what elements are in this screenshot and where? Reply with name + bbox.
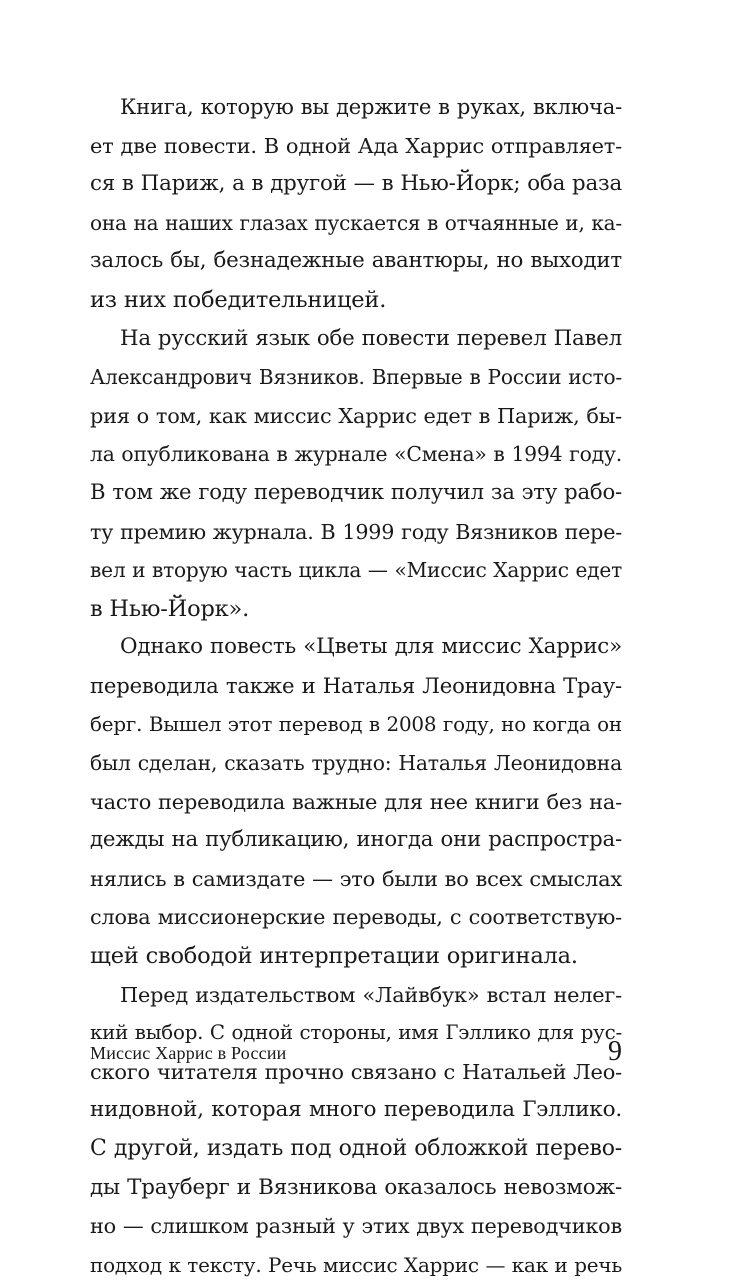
paragraph-2-line-4: ла опубликована в журнале «Смена» в 1994 году.	[90, 442, 622, 467]
paragraph-3-line-6: дежды на публикацию, иногда они распростра-	[90, 827, 622, 853]
paragraph-3-line-2: переводила также и Наталья Леонидовна Трау-	[90, 672, 622, 698]
paragraph-1-line-6: из них победительницей.	[90, 286, 387, 313]
paragraph-4-line-8: подход к тексту. Речь миссис Харрис — как и речь	[90, 1252, 622, 1277]
paragraph-1-line-4: она на наших глазах пускается в отчаянные и, ка-	[90, 210, 622, 235]
page-number: 9	[608, 1036, 622, 1067]
paragraph-2-line-8: в Нью-Йорк».	[90, 595, 250, 622]
paragraph-4-line-5: С другой, издать под одной обложкой перево-	[90, 1136, 622, 1162]
paragraph-4-line-1: Перед издательством «Лайвбук» встал нелег-	[120, 982, 622, 1007]
paragraph-3-line-4: был сделан, сказать трудно: Наталья Леонидовна	[90, 751, 622, 776]
paragraph-3-line-9: щей свободой интерпретации оригинала.	[90, 943, 578, 970]
paragraph-3-line-3: берг. Вышел этот перевод в 2008 году, но когда он	[90, 712, 622, 736]
paragraph-4-line-6: ды Трауберг и Вязникова оказалось невозмож-	[90, 1174, 622, 1200]
paragraph-2-line-7: вел и вторую часть цикла — «Миссис Харрис едет	[90, 558, 622, 583]
paragraph-2-line-5: В том же году переводчик получил за эту рабо-	[90, 479, 622, 505]
paragraph-1-line-3: ся в Париж, а в другой — в Нью-Йорк; оба раза	[90, 171, 622, 197]
running-title: Миссис Харрис в России	[90, 1043, 287, 1063]
paragraph-4-line-4: нидовной, которая много переводила Гэллико.	[90, 1097, 622, 1123]
paragraph-4-line-2: кий выбор. С одной стороны, имя Гэллико для рус-	[90, 1021, 622, 1045]
paragraph-2-line-1: На русский язык обе повести перевел Павел	[120, 325, 622, 351]
paragraph-2-line-2: Александрович Вязников. Впервые в России исто-	[90, 365, 622, 390]
paragraph-4-line-3: ского читателя прочно связано с Натальей Лео-	[90, 1059, 622, 1084]
paragraph-1-line-1: Книга, которую вы держите в руках, включа-	[120, 94, 622, 119]
paragraph-4-line-7: но — слишком разный у этих двух переводчиков	[90, 1214, 622, 1239]
paragraph-1-line-2: ет две повести. В одной Ада Харрис отправляет-	[90, 133, 622, 158]
paragraph-3-line-5: часто переводила важные для нее книги без на-	[90, 789, 622, 814]
paragraph-3-line-7: нялись в самиздате — это были во всех смыслах	[90, 866, 622, 891]
paragraph-1-line-5: залось бы, безнадежные авантюры, но выходит	[90, 248, 622, 274]
paragraph-2-line-3: рия о том, как миссис Харрис едет в Париж, бы-	[90, 403, 622, 428]
page-footer	[90, 1030, 622, 1070]
paragraph-3-line-1: Однако повесть «Цветы для миссис Харрис»	[120, 634, 622, 660]
paragraph-2-line-6: ту премию журнала. В 1999 году Вязников пере-	[90, 519, 622, 544]
body-text	[90, 88, 622, 1284]
paragraph-3-line-8: слова миссионерские переводы, с соответствую-	[90, 905, 622, 930]
